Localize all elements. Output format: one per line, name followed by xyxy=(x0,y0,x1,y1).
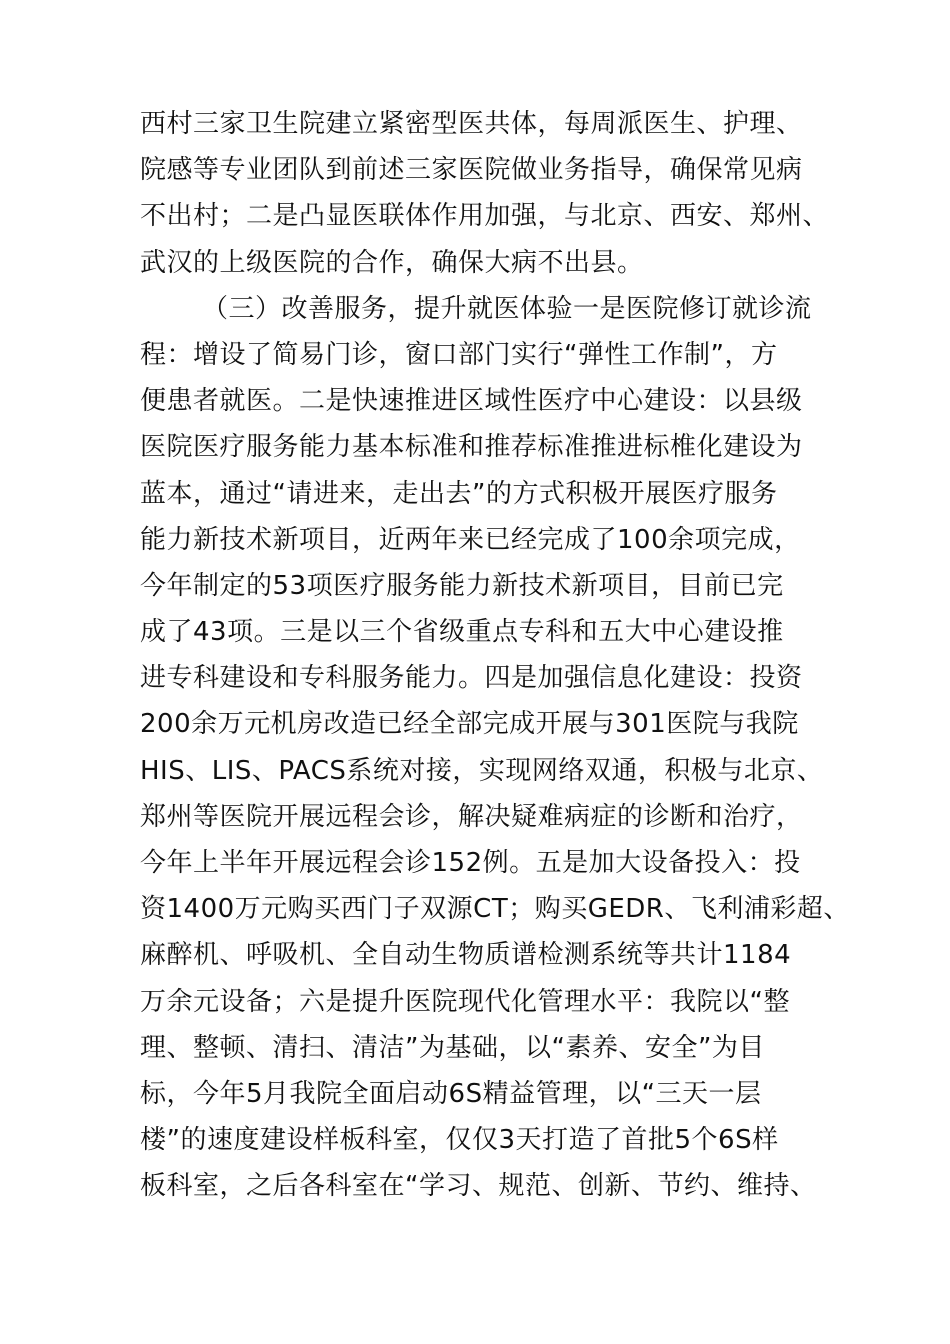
text-line: 程：增设了简易门诊，窗口部门实行“弹性工作制”，方 xyxy=(140,339,778,370)
text-line: 成了43项。三是以三个省级重点专科和五大中心建设推 xyxy=(140,617,784,648)
text-line: 蓝本，通过“请进来，走出去”的方式积极开展医疗服务 xyxy=(140,478,778,509)
text-line: 标，今年5月我院全面启动6S精益管理，以“三天一层 xyxy=(140,1078,762,1109)
text-line: 能力新技术新项目，近两年来已经完成了100余项完成， xyxy=(140,524,801,555)
text-line: 今年制定的53项医疗服务能力新技术新项目，目前已完 xyxy=(140,570,784,601)
section-heading-line: （三）改善服务，提升就医体验一是医院修订就诊流 xyxy=(202,293,812,324)
text-line: 万余元设备；六是提升医院现代化管理水平：我院以“整 xyxy=(140,986,790,1017)
text-line: 院感等专业团队到前述三家医院做业务指导，确保常见病 xyxy=(140,155,803,186)
body-text xyxy=(140,101,850,1210)
text-line: 理、整顿、清扫、清洁”为基础，以“素养、安全”为目 xyxy=(140,1032,765,1063)
text-line: 板科室，之后各科室在“学习、规范、创新、节约、维持、 xyxy=(140,1171,817,1202)
text-line: 便患者就医。二是快速推进区域性医疗中心建设：以县级 xyxy=(140,386,803,417)
text-line: 医院医疗服务能力基本标准和推荐标准推进标椎化建设为 xyxy=(140,432,803,463)
text-line: 资1400万元购买西门子双源CT；购买GEDR、飞利浦彩超、 xyxy=(140,894,850,925)
text-line: 200余万元机房改造已经全部完成开展与301医院与我院 xyxy=(140,709,799,740)
text-line: 楼”的速度建设样板科室，仅仅3天打造了首批5个6S样 xyxy=(140,1125,779,1156)
text-line: 武汉的上级医院的合作，确保大病不出县。 xyxy=(140,247,644,278)
text-line: HIS、LIS、PACS系统对接，实现网络双通，积极与北京、 xyxy=(140,755,824,786)
text-line: 进专科建设和专科服务能力。四是加强信息化建设：投资 xyxy=(140,663,803,694)
text-line: 郑州等医院开展远程会诊，解决疑难病症的诊断和治疗， xyxy=(140,801,803,832)
text-line: 今年上半年开展远程会诊152例。五是加大设备投入：投 xyxy=(140,848,801,878)
text-line: 麻醉机、呼吸机、全自动生物质谱检测系统等共计1184 xyxy=(140,940,792,971)
text-line: 西村三家卫生院建立紧密型医共体，每周派医生、护理、 xyxy=(140,109,803,139)
text-line: 不出村；二是凸显医联体作用加强，与北京、西安、郑州、 xyxy=(140,201,830,232)
